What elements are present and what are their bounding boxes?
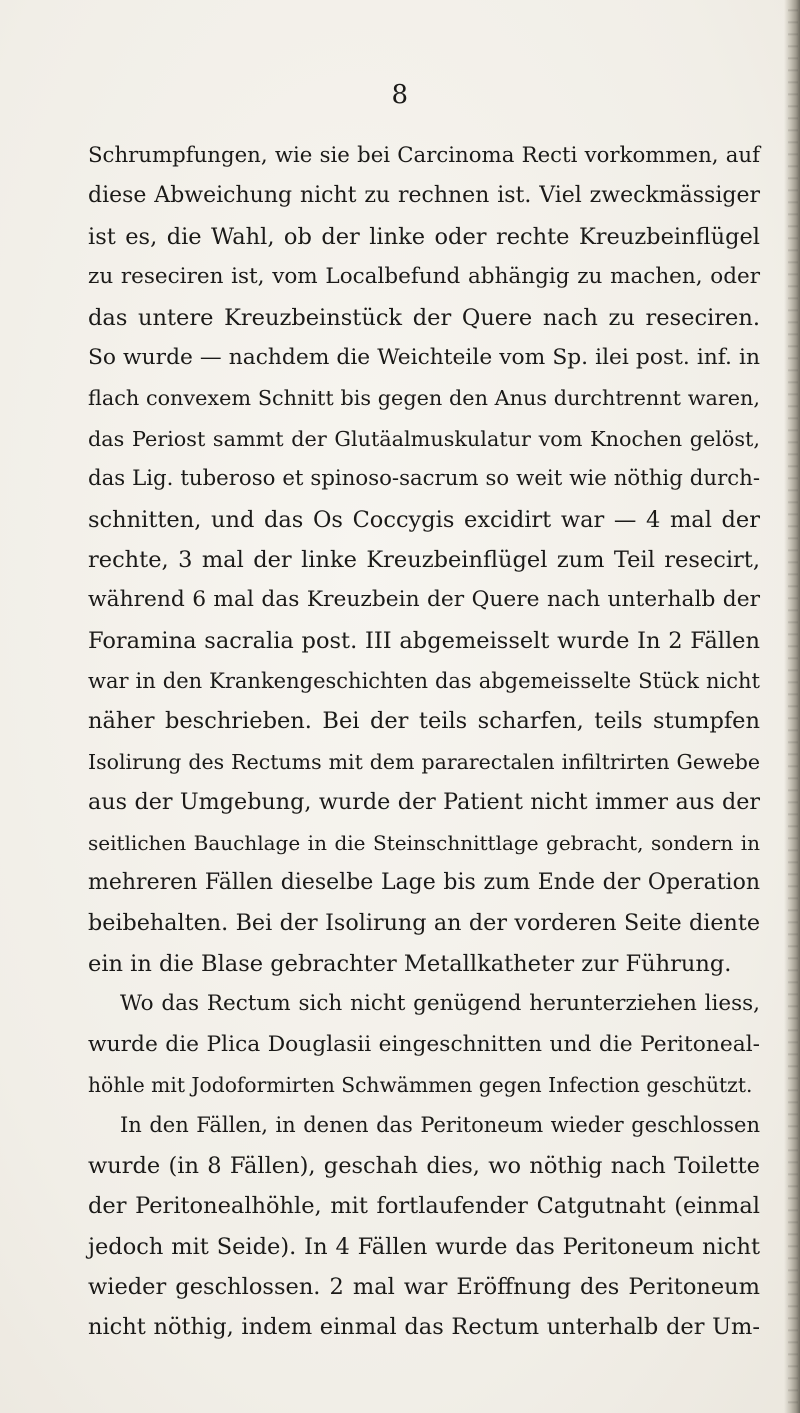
text-line: flach convexem Schnitt bis gegen den Anus durchtrennt waren, [88, 386, 760, 411]
text-line: zu reseciren ist, vom Localbefund abhängig zu machen, oder [88, 264, 760, 290]
text-line: das Lig. tuberoso et spinoso-sacrum so weit wie nöthig durch- [88, 466, 760, 492]
text-line: Foramina sacralia post. III abgemeisselt wurde In 2 Fällen [88, 627, 760, 654]
text-line: wieder geschlossen. 2 mal war Eröffnung des Peritoneum [88, 1273, 760, 1300]
text-line: wurde die Plica Douglasii eingeschnitten und die Peritoneal- [88, 1031, 760, 1057]
body-text [88, 136, 760, 1348]
text-line: ein in die Blase gebrachter Metallkatheter zur Führung. [88, 950, 732, 977]
text-line: rechte, 3 mal der linke Kreuzbeinflügel zum Teil resecirt, [88, 546, 760, 573]
text-line: der Peritonealhöhle, mit fortlaufender Catgutnaht (einmal [88, 1193, 760, 1220]
text-line: näher beschrieben. Bei der teils scharfen, teils stumpfen [88, 708, 760, 735]
text-line: In den Fällen, in denen das Peritoneum wieder geschlossen [120, 1113, 760, 1138]
text-line: beibehalten. Bei der Isolirung an der vorderen Seite diente [88, 910, 760, 937]
text-line: ist es, die Wahl, ob der linke oder rechte Kreuzbeinflügel [88, 223, 760, 250]
text-line: wurde (in 8 Fällen), geschah dies, wo nöthig nach Toilette [88, 1152, 760, 1179]
text-line: jedoch mit Seide). In 4 Fällen wurde das Peritoneum nicht [88, 1233, 760, 1260]
text-line: während 6 mal das Kreuzbein der Quere nach unterhalb der [88, 587, 760, 613]
text-line: So wurde — nachdem die Weichteile vom Sp. ilei post. inf. in [88, 344, 760, 370]
text-line: diese Abweichung nicht zu rechnen ist. Viel zweckmässiger [88, 183, 760, 209]
text-line: das Periost sammt der Glutäalmuskulatur vom Knochen gelöst, [88, 426, 760, 451]
text-line: nicht nöthig, indem einmal das Rectum unterhalb der Um- [88, 1314, 760, 1341]
text-line: das untere Kreuzbeinstück der Quere nach zu reseciren. [88, 304, 760, 331]
page-number: 8 [391, 80, 409, 110]
text-line: Schrumpfungen, wie sie bei Carcinoma Recti vorkommen, auf [88, 143, 760, 168]
text-line: war in den Krankengeschichten das abgemeisselte Stück nicht [88, 669, 760, 694]
text-line: höhle mit Jodoformirten Schwämmen gegen Infection geschützt. [88, 1072, 753, 1097]
text-line: aus der Umgebung, wurde der Patient nicht immer aus der [88, 789, 760, 816]
text-line: mehreren Fällen dieselbe Lage bis zum Ende der Operation [88, 870, 760, 896]
text-line: seitlichen Bauchlage in die Steinschnittlage gebracht, sondern in [88, 830, 760, 855]
text-line: Isolirung des Rectums mit dem pararectalen infiltrirten Gewebe [88, 749, 760, 774]
text-line: Wo das Rectum sich nicht genügend herunterziehen liess, [120, 991, 760, 1017]
text-line: schnitten, und das Os Coccygis excidirt war — 4 mal der [88, 506, 760, 533]
page-edge-texture [788, 0, 798, 1413]
